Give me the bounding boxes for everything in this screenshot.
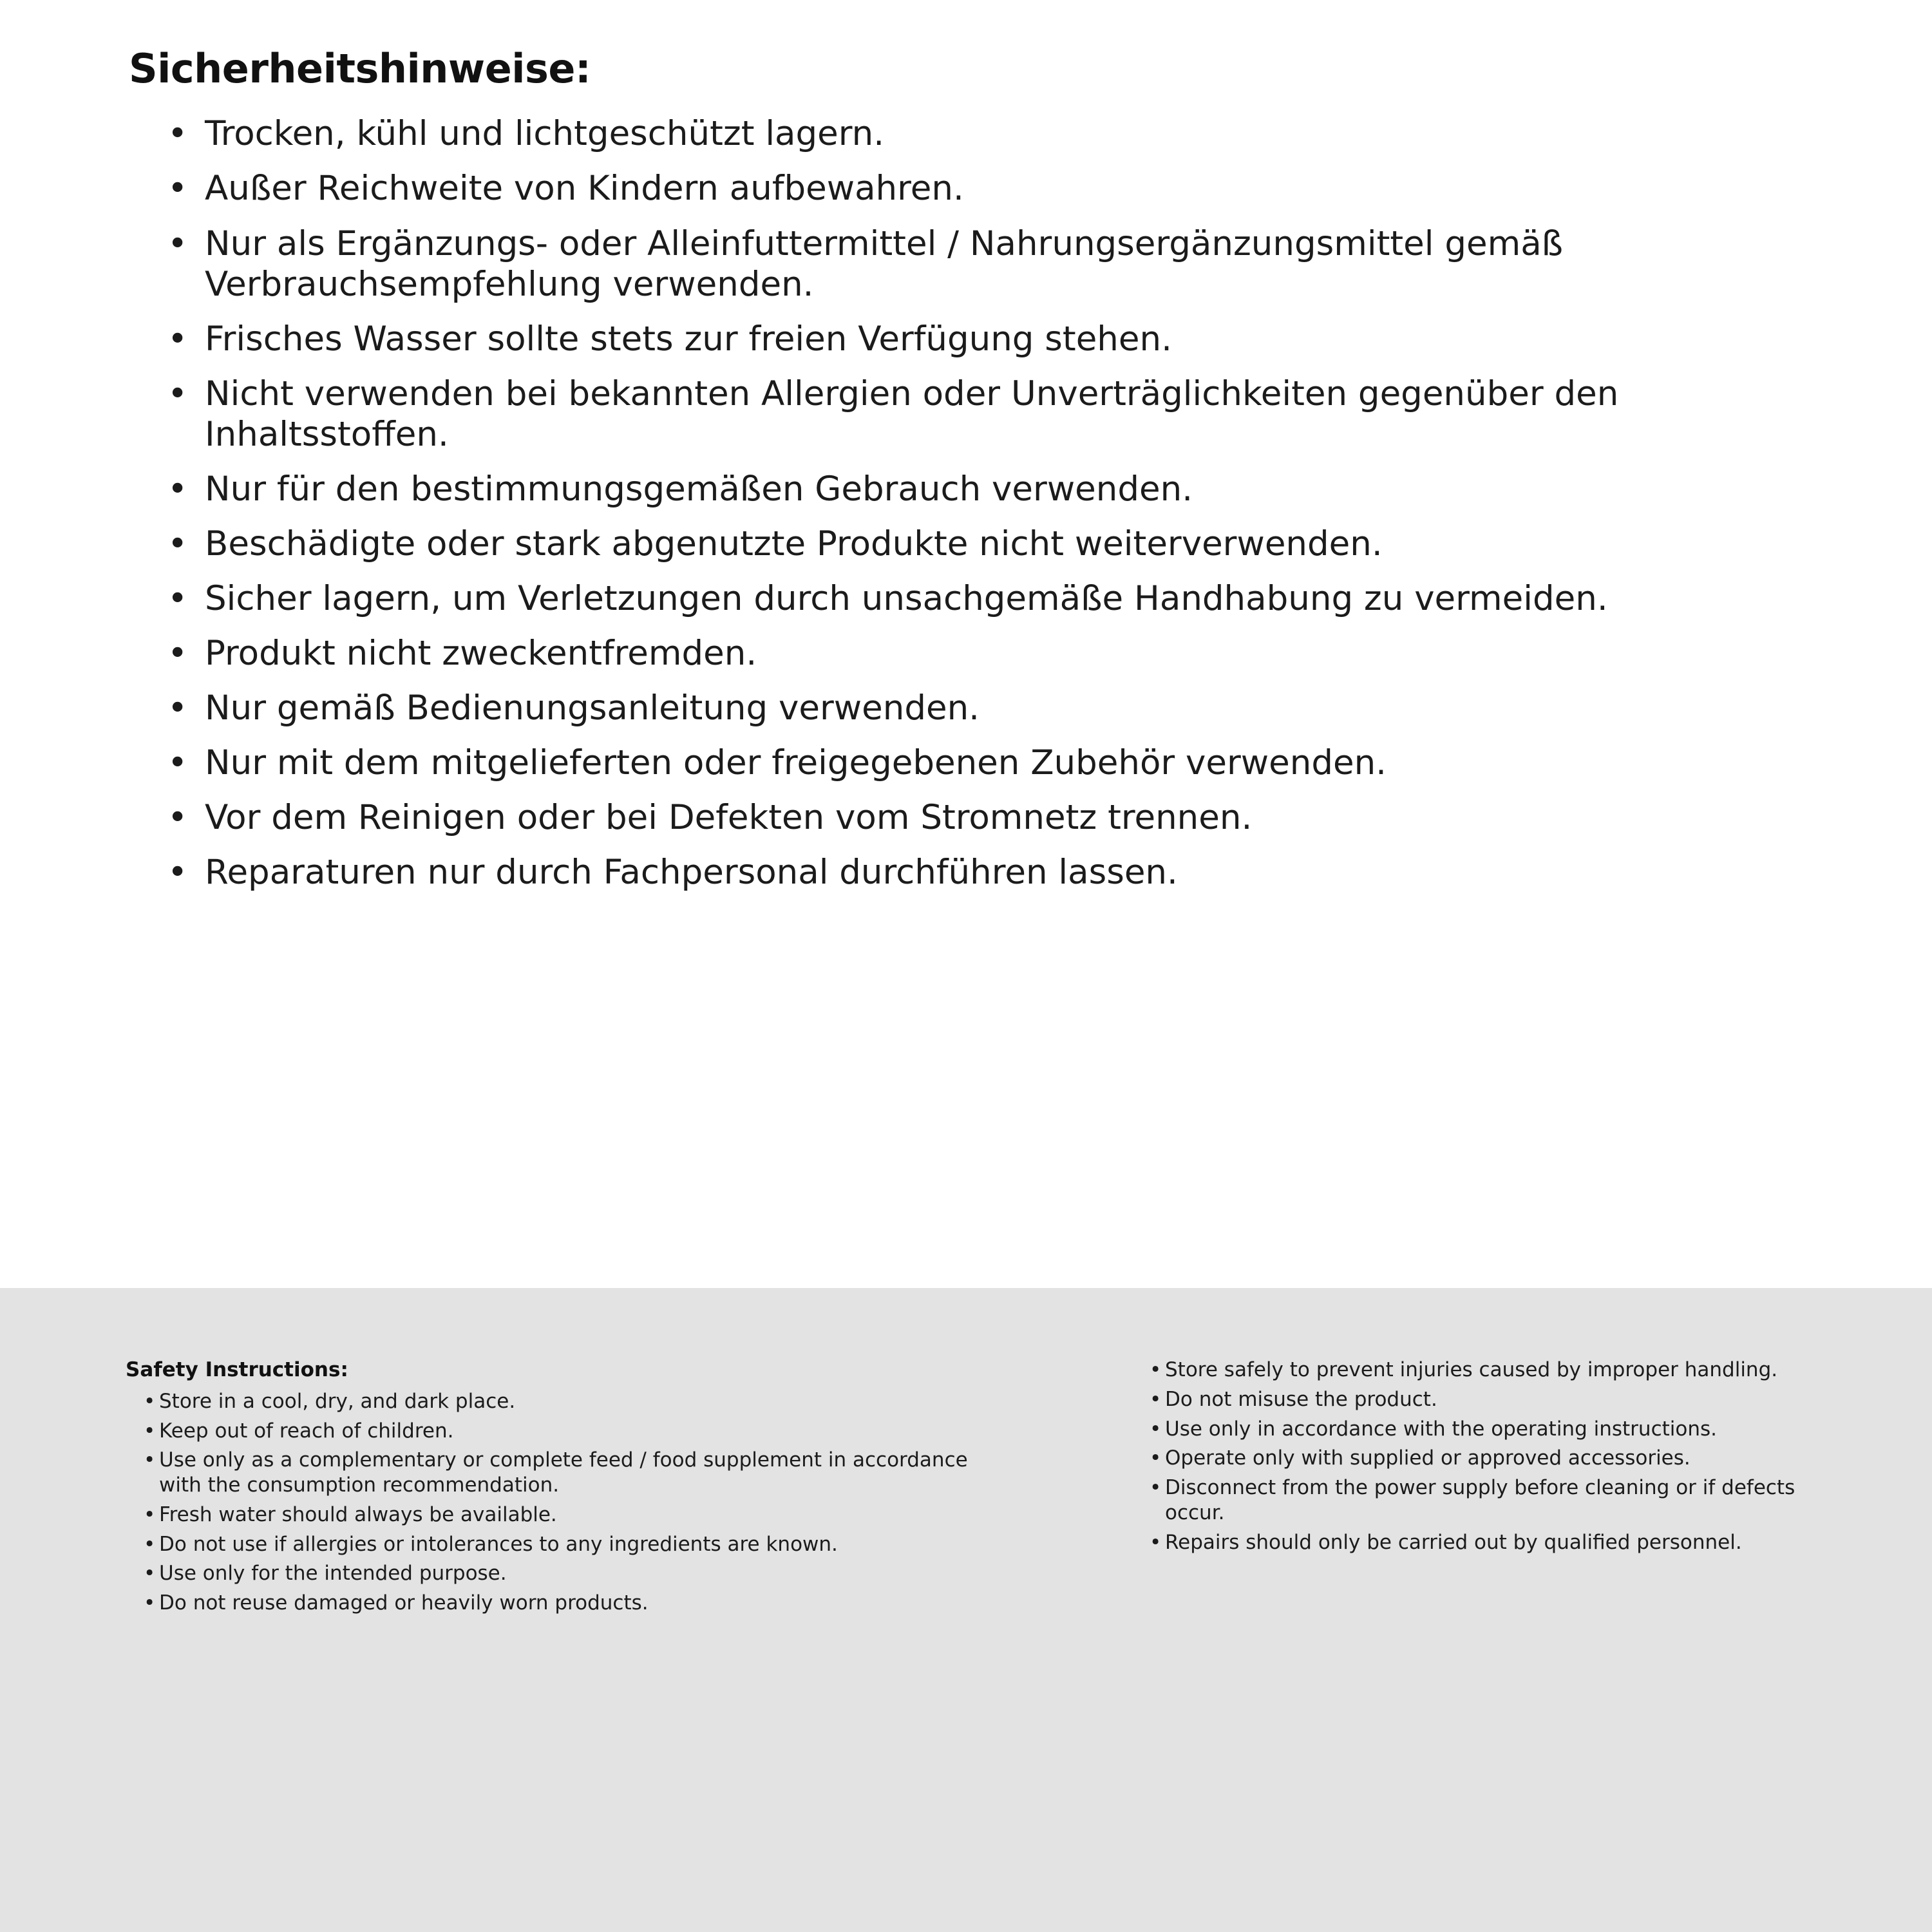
bullet-icon: • <box>1150 1476 1162 1499</box>
list-item <box>167 319 1835 359</box>
list-item <box>144 1532 982 1557</box>
english-right-column <box>982 1358 1839 1559</box>
list-item-text: Store in a cool, dry, and dark place. <box>159 1389 516 1413</box>
list-item <box>1150 1530 1839 1555</box>
bullet-icon: • <box>167 374 188 413</box>
list-item-text: Produkt nicht zweckentfremden. <box>205 634 757 674</box>
list-item <box>144 1502 982 1528</box>
bullet-icon: • <box>1150 1387 1162 1411</box>
list-item-text: Do not use if allergies or intolerances to any ingredients are known. <box>159 1532 838 1556</box>
list-item-text: Operate only with supplied or approved accessories. <box>1165 1446 1690 1470</box>
list-item <box>167 168 1835 209</box>
list-item-text: Nur mit dem mitgelieferten oder freigegebenen Zubehör verwenden. <box>205 743 1387 783</box>
list-item <box>144 1448 982 1498</box>
list-item-text: Keep out of reach of children. <box>159 1419 454 1443</box>
list-item <box>167 852 1835 893</box>
bullet-icon: • <box>167 469 188 509</box>
list-item <box>167 469 1835 509</box>
bullet-icon: • <box>167 798 188 838</box>
list-item-text: Reparaturen nur durch Fachpersonal durchführen lassen. <box>205 853 1178 893</box>
list-item <box>167 797 1835 838</box>
list-item-text: Do not misuse the product. <box>1165 1387 1437 1411</box>
list-item-text: Use only for the intended purpose. <box>159 1562 507 1586</box>
list-item-text: Frisches Wasser sollte stets zur freien Verfügung stehen. <box>205 319 1172 359</box>
bullet-icon: • <box>167 578 188 618</box>
list-item-text: Use only as a complementary or complete feed / food supplement in accordance with the consumption recommendation. <box>159 1448 968 1497</box>
list-item-text: Fresh water should always be available. <box>159 1502 557 1526</box>
list-item <box>167 113 1835 154</box>
bullet-icon: • <box>144 1532 156 1556</box>
list-item-text: Nur gemäß Bedienungsanleitung verwenden. <box>205 688 980 728</box>
german-heading: Sicherheitshinweise: <box>129 45 591 92</box>
list-item <box>144 1419 982 1444</box>
english-heading: Safety Instructions: <box>126 1358 348 1381</box>
bullet-icon: • <box>167 319 188 359</box>
bullet-icon: • <box>144 1591 156 1615</box>
list-item-text: Nur als Ergänzungs- oder Alleinfuttermittel / Nahrungsergänzungsmittel gemäß Verbrauchsempfehlung verwenden. <box>205 223 1564 304</box>
bullet-icon: • <box>167 634 188 674</box>
list-item-text: Store safely to prevent injuries caused by improper handling. <box>1165 1358 1778 1381</box>
list-item-text: Use only in accordance with the operating instructions. <box>1165 1417 1717 1441</box>
list-item <box>167 743 1835 783</box>
list-item-text: Disconnect from the power supply before cleaning or if defects occur. <box>1165 1476 1795 1524</box>
safety-instructions-english-section <box>0 1288 1932 1932</box>
bullet-icon: • <box>144 1448 156 1472</box>
bullet-icon: • <box>167 223 188 263</box>
list-item-text: Nur für den bestimmungsgemäßen Gebrauch verwenden. <box>205 469 1193 509</box>
bullet-icon: • <box>1150 1417 1162 1441</box>
list-item <box>167 223 1835 305</box>
english-safety-list-right <box>1150 1358 1839 1555</box>
english-left-column <box>126 1358 982 1620</box>
list-item <box>1150 1358 1839 1383</box>
list-item <box>144 1591 982 1616</box>
bullet-icon: • <box>167 743 188 783</box>
bullet-icon: • <box>1150 1530 1162 1554</box>
bullet-icon: • <box>167 169 188 209</box>
list-item <box>144 1389 982 1414</box>
list-item <box>167 633 1835 674</box>
bullet-icon: • <box>1150 1358 1162 1381</box>
bullet-icon: • <box>167 524 188 564</box>
list-item <box>167 688 1835 728</box>
list-item <box>1150 1475 1839 1526</box>
list-item-text: Trocken, kühl und lichtgeschützt lagern. <box>205 114 885 154</box>
list-item-text: Do not reuse damaged or heavily worn products. <box>159 1591 649 1615</box>
bullet-icon: • <box>144 1502 156 1526</box>
bullet-icon: • <box>167 114 188 154</box>
bullet-icon: • <box>144 1419 156 1443</box>
list-item <box>144 1561 982 1586</box>
list-item <box>1150 1387 1839 1412</box>
bullet-icon: • <box>144 1389 156 1413</box>
list-item-text: Vor dem Reinigen oder bei Defekten vom Stromnetz trennen. <box>205 798 1253 838</box>
list-item <box>1150 1417 1839 1442</box>
german-safety-list <box>129 113 1835 893</box>
bullet-icon: • <box>1150 1446 1162 1470</box>
english-two-column-layout <box>126 1358 1855 1620</box>
list-item <box>167 578 1835 619</box>
list-item <box>167 524 1835 564</box>
list-item-text: Außer Reichweite von Kindern aufbewahren. <box>205 169 964 209</box>
bullet-icon: • <box>144 1562 156 1586</box>
list-item-text: Repairs should only be carried out by qualified personnel. <box>1165 1530 1742 1554</box>
list-item-text: Nicht verwenden bei bekannten Allergien oder Unverträglichkeiten gegenüber den Inhaltsstoffen. <box>205 374 1619 454</box>
list-item-text: Beschädigte oder stark abgenutzte Produkte nicht weiterverwenden. <box>205 524 1383 564</box>
list-item <box>1150 1446 1839 1471</box>
bullet-icon: • <box>167 688 188 728</box>
bullet-icon: • <box>167 853 188 893</box>
list-item-text: Sicher lagern, um Verletzungen durch unsachgemäße Handhabung zu vermeiden. <box>205 578 1608 618</box>
list-item <box>167 374 1835 455</box>
english-safety-list-left <box>126 1389 982 1616</box>
